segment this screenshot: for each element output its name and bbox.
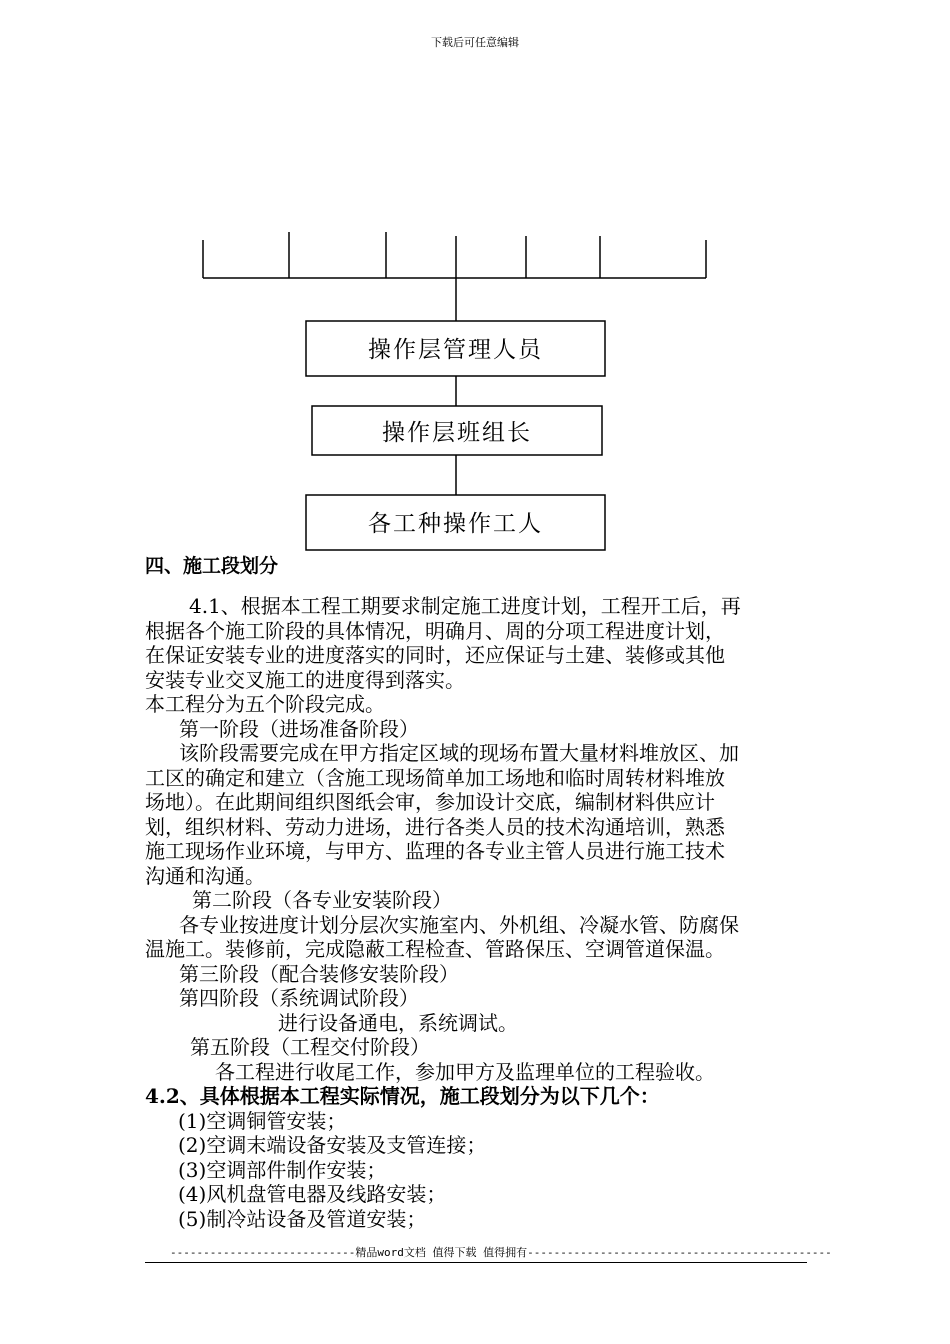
list-item: (3)空调部件制作安装； [178, 1157, 387, 1182]
paragraph-line: 各专业按进度计划分层次实施室内、外机组、冷凝水管、防腐保 [179, 912, 739, 937]
paragraph-line: 安装专业交叉施工的进度得到落实。 [145, 667, 465, 692]
paragraph-line: 施工现场作业环境，与甲方、监理的各专业主管人员进行施工技术 [145, 839, 725, 863]
list-item: (4)风机盘管电器及线路安装； [178, 1182, 447, 1206]
stage-title: 第二阶段（各专业安装阶段） [192, 888, 452, 912]
stage-title: 第三阶段（配合装修安装阶段） [179, 961, 459, 986]
org-chart [0, 0, 950, 560]
paragraph-line: 场地）。在此期间组织图纸会审，参加设计交底，编制材料供应计 [145, 790, 715, 814]
document-body [145, 553, 810, 1231]
paragraph-line: 根据各个施工阶段的具体情况，明确月、周的分项工程进度计划， [145, 618, 725, 643]
list-item: (1)空调铜管安装； [178, 1108, 347, 1133]
section-heading: 四、施工段划分 [145, 555, 279, 577]
paragraph-line: 在保证安装专业的进度落实的同时，还应保证与土建、装修或其他 [145, 643, 725, 667]
subsection-heading: 4.2、具体根据本工程实际情况，施工段划分为以下几个： [145, 1084, 660, 1108]
paragraph-line: 各工程进行收尾工作，参加甲方及监理单位的工程验收。 [215, 1059, 715, 1084]
stage-title: 第五阶段（工程交付阶段） [190, 1035, 430, 1059]
list-item: (2)空调末端设备安装及支管连接； [178, 1133, 487, 1157]
chart-box-label: 操作层管理人员 [368, 337, 543, 363]
paragraph-line: 进行设备通电，系统调试。 [278, 1010, 518, 1035]
footer-divider [145, 1262, 807, 1263]
list-item: (5)制冷站设备及管道安装； [178, 1206, 427, 1231]
paragraph-line: 工区的确定和建立（含施工现场简单加工场地和临时周转材料堆放 [145, 765, 725, 790]
paragraph-line: 本工程分为五个阶段完成。 [145, 692, 385, 716]
footer-note: ----------------------------精品word文档 值得下载 值得拥有---------------------------------------------- [170, 1246, 832, 1259]
stage-title: 第一阶段（进场准备阶段） [179, 716, 419, 741]
paragraph-line: 4.1、根据本工程工期要求制定施工进度计划，工程开工后，再 [189, 594, 741, 618]
chart-box-label: 操作层班组长 [382, 420, 532, 446]
chart-box-label: 各工种操作工人 [368, 511, 543, 537]
paragraph-line: 沟通和沟通。 [145, 863, 265, 888]
header-note: 下载后可任意编辑 [431, 36, 519, 49]
stage-title: 第四阶段（系统调试阶段） [179, 986, 419, 1010]
paragraph-line: 温施工。装修前，完成隐蔽工程检查、管路保压、空调管道保温。 [145, 937, 725, 961]
paragraph-line: 该阶段需要完成在甲方指定区域的现场布置大量材料堆放区、加 [179, 741, 739, 765]
paragraph-line: 划，组织材料、劳动力进场，进行各类人员的技术沟通培训，熟悉 [145, 814, 725, 839]
